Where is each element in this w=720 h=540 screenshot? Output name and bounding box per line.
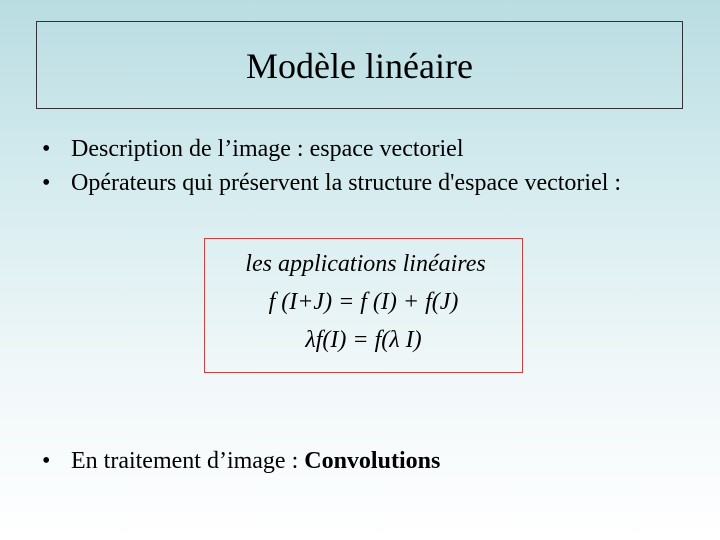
bullet-text xyxy=(71,448,440,475)
bullet-text: Description de l’image : espace vectoriel xyxy=(71,136,464,162)
bullet-item xyxy=(42,168,682,199)
slide-title: Modèle linéaire xyxy=(246,46,473,86)
bullet-list xyxy=(42,134,682,199)
formula-line-homogeneity: λf(I) = f(λ I) xyxy=(305,327,422,353)
bullet-text: Opérateurs qui préservent la structure d'espace vectoriel : xyxy=(71,170,622,196)
formula-line-heading: les applications linéaires xyxy=(245,251,486,277)
bullet-item xyxy=(42,134,682,165)
title-box xyxy=(36,21,683,109)
bullet-text-plain: En traitement d’image : xyxy=(71,448,305,474)
bullet-symbol: • xyxy=(42,448,51,474)
bullet-text-bold: Convolutions xyxy=(304,448,441,474)
formula-box xyxy=(204,238,523,373)
bullet-symbol: • xyxy=(42,136,51,162)
bullet-symbol: • xyxy=(42,170,51,196)
formula-line-additivity: f (I+J) = f (I) + f(J) xyxy=(268,289,459,315)
bullet-item-convolutions xyxy=(42,448,440,475)
